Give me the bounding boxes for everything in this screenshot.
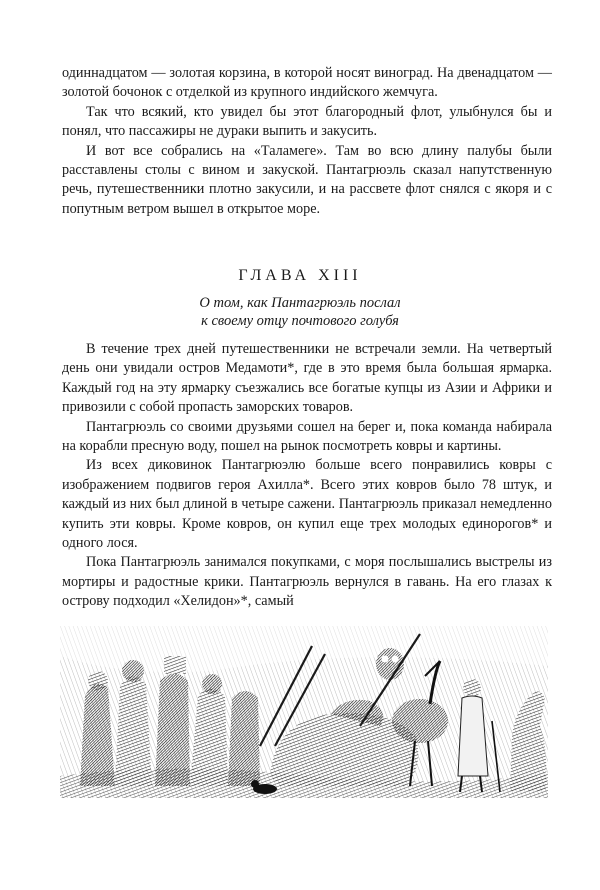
paragraph: одиннадцатом — золотая корзина, в которой носят виноград. На двенадцатом — золотой бочонок с отделкой из крупного индийского жемчуга. — [62, 65, 552, 101]
paragraph: Пантагрюэль со своими друзьями сошел на берег и, пока команда набирала на корабли пресную воду, пошел на рынок посмотреть ковры и картины. — [62, 418, 552, 455]
paragraph: Так что всякий, кто увидел бы этот благородный флот, улыбнулся бы и понял, что пассажиры не дураки выпить и закусить. — [62, 103, 552, 140]
chapter-title: ГЛАВА XIII — [238, 267, 362, 284]
text-block-main — [62, 340, 552, 612]
chapter-subtitle-line-2: к своему отцу почтового голубя — [201, 313, 399, 329]
paragraph: В течение трех дней путешественники не встречали земли. На четвертый день они увидали остров Медамоти*, где в это время была большая ярмарка. Каждый год на эту ярмарку съезжались все богатые купцы из Азии и Африки и привозили с собой пропасть заморских товаров. — [62, 341, 552, 416]
chapter-subtitle-line-1: О том, как Пантагрюэль послал — [199, 295, 401, 311]
market-scene-engraving — [60, 626, 548, 798]
text-block-top — [62, 64, 552, 219]
chapter-subtitle — [0, 294, 600, 330]
paragraph: И вот все собрались на «Таламеге». Там во всю длину палубы были расставлены столы с вином и закуской. Пантагрюэль сказал напутственную речь, путешественники плотно закусили, и на рассвете флот снялся с якоря и с попутным ветром вышел в открытое море. — [62, 142, 552, 217]
owl — [376, 648, 404, 680]
paragraph: Из всех диковинок Пантагрюэлю больше всего понравились ковры с изображением подвигов героя Ахилла*. Всего этих ковров было 78 штук, и каждый из них был длиной в четыре сажени. Пантагрюэль приказал немедленно купить эти ковры. Кроме ковров, он купил еще трех молодых единорогов* и одного лося. — [62, 457, 552, 552]
paragraph: Пока Пантагрюэль занимался покупками, с моря послышались выстрелы из мортиры и радостные крики. Пантагрюэль вернулся в гавань. На его глазах к острову подходил «Хелидон»*, самый — [62, 554, 552, 610]
